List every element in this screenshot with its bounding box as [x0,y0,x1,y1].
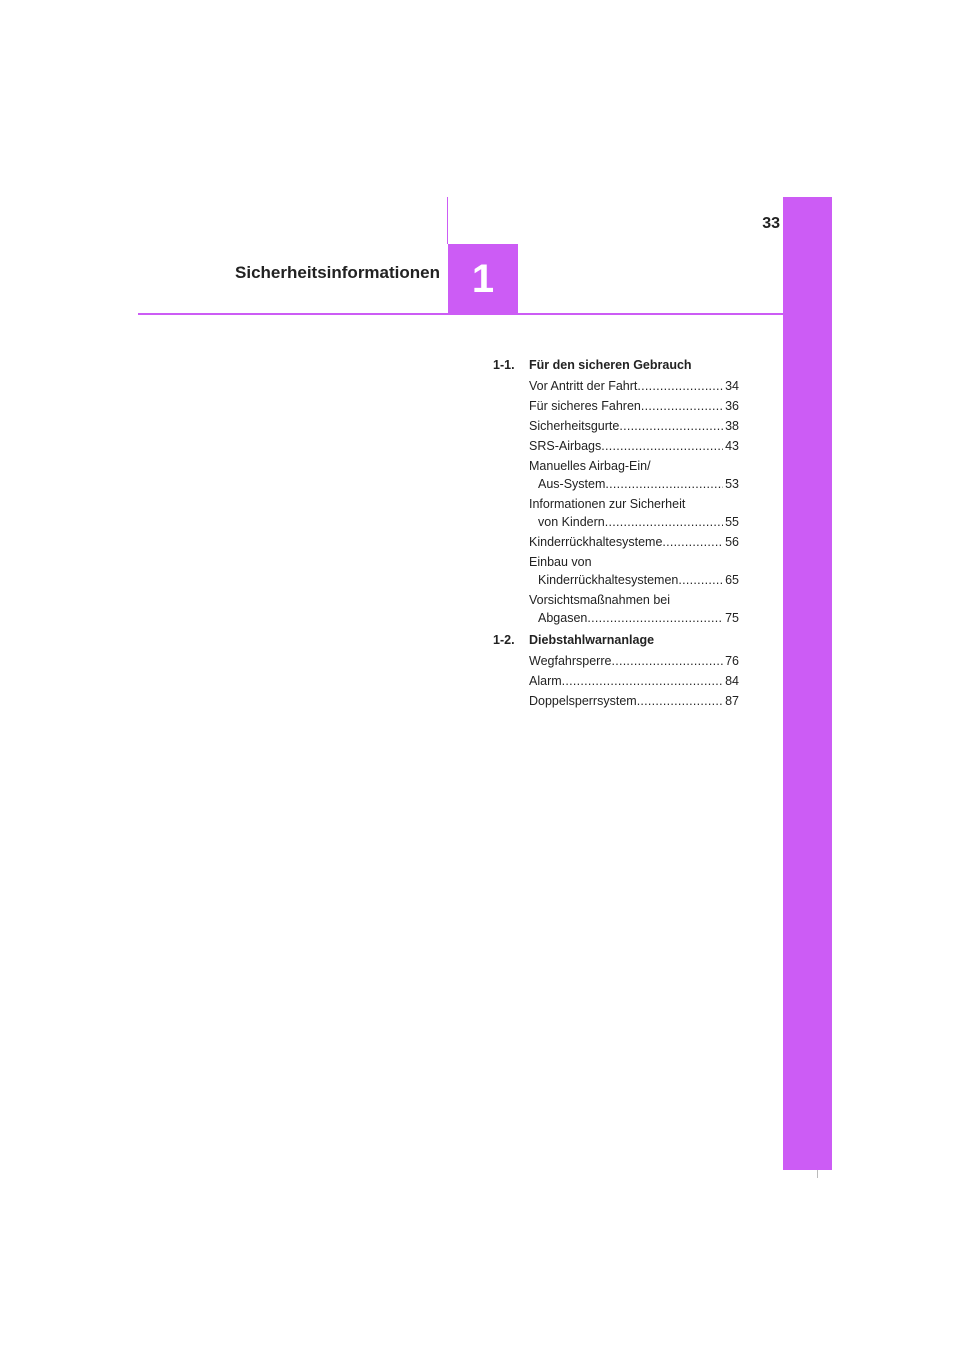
toc-leader-dots [601,437,723,455]
toc-section-number: 1-1. [493,358,515,372]
page-number: 33 [762,215,780,232]
toc-entry[interactable] [529,417,739,435]
toc-leader-dots [619,417,723,435]
toc-page-number: 53 [725,477,739,491]
toc-page-number: 55 [725,515,739,529]
header-rule [138,313,783,315]
toc-entry[interactable] [529,553,739,589]
side-tab-notch [817,1170,818,1178]
toc-page-number: 84 [725,674,739,688]
toc-page-number: 56 [725,535,739,549]
toc-section-heading [493,631,739,649]
toc-entry-text: SRS-Airbags [529,439,602,453]
toc-leader-dots [641,397,723,415]
toc-entry[interactable] [529,397,739,415]
toc-page-number: 65 [725,573,739,587]
toc-entry-text: Doppelsperrsystem [529,694,637,708]
toc-section-title: Diebstahlwarnanlage [529,633,655,647]
toc-entry-text: Abgasen [538,611,588,625]
toc-page-number: 38 [725,419,739,433]
toc-entry-list [529,377,739,627]
toc-leader-dots [562,672,723,690]
toc-leader-dots [678,571,723,589]
toc-page-number: 87 [725,694,739,708]
chapter-title: Sicherheitsinformationen [235,263,440,282]
toc-entry[interactable] [529,495,739,531]
toc-leader-dots [662,533,723,551]
toc-section-title: Für den sicheren Gebrauch [529,358,692,372]
toc-page-number: 36 [725,399,739,413]
toc-entry-text: Wegfahrsperre [529,654,612,668]
toc-entry-list [529,652,739,710]
toc-entry-text: Informationen zur Sicherheit [529,497,686,511]
chapter-number-box: 1 [448,244,518,314]
toc-page-number: 43 [725,439,739,453]
toc-entry[interactable] [529,692,739,710]
toc-entry-text: Manuelles Airbag-Ein/ [529,459,651,473]
toc-page-number: 34 [725,379,739,393]
toc-entry-text: Für sicheres Fahren [529,399,641,413]
toc-page-number: 75 [725,611,739,625]
chapter-side-tab [783,197,832,1170]
header-vertical-rule [447,197,448,244]
toc-leader-dots [637,377,723,395]
toc-entry-text: Vorsichtsmaßnahmen bei [529,593,671,607]
toc-entry-text: Einbau von [529,555,592,569]
toc-leader-dots [637,692,723,710]
toc-entry-text: Aus-System [538,477,606,491]
toc-leader-dots [605,475,723,493]
toc-entry-text: Alarm [529,674,562,688]
toc-entry[interactable] [529,437,739,455]
toc-leader-dots [611,652,723,670]
toc-entry[interactable] [529,533,739,551]
table-of-contents [493,356,739,712]
toc-section-heading [493,356,739,374]
toc-entry[interactable] [529,652,739,670]
toc-entry[interactable] [529,377,739,395]
toc-entry-text: Vor Antritt der Fahrt [529,379,638,393]
toc-entry-text: von Kindern [538,515,605,529]
toc-section-number: 1-2. [493,633,515,647]
toc-leader-dots [587,609,723,627]
toc-leader-dots [605,513,723,531]
toc-entry[interactable] [529,591,739,627]
toc-entry[interactable] [529,672,739,690]
toc-entry-text: Kinderrückhaltesysteme [529,535,663,549]
toc-entry[interactable] [529,457,739,493]
toc-entry-text: Kinderrückhaltesystemen [538,573,679,587]
toc-entry-text: Sicherheitsgurte [529,419,620,433]
toc-page-number: 76 [725,654,739,668]
